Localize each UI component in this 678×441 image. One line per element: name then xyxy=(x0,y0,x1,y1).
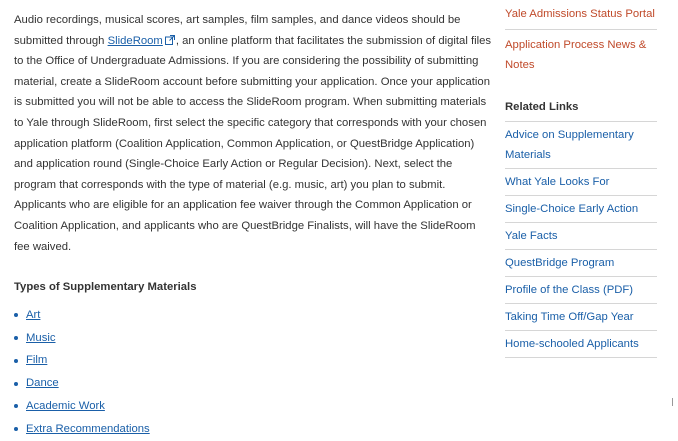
sidebar-item xyxy=(505,122,657,169)
bullet-icon xyxy=(14,382,18,386)
related-link-gap-year[interactable]: Taking Time Off/Gap Year xyxy=(505,311,634,323)
type-link-extra-recommendations[interactable]: Extra Recommendations xyxy=(26,422,150,435)
main-content xyxy=(14,10,492,441)
bullet-icon xyxy=(14,336,18,340)
list-item xyxy=(14,395,492,418)
sidebar-item xyxy=(505,331,657,358)
scrollbar-indicator[interactable] xyxy=(672,398,676,406)
related-link-questbridge[interactable]: QuestBridge Program xyxy=(505,257,615,269)
sidebar-item xyxy=(505,30,657,80)
sidebar-item xyxy=(505,196,657,223)
related-link-scea[interactable]: Single-Choice Early Action xyxy=(505,203,639,215)
bullet-icon xyxy=(14,359,18,363)
list-item xyxy=(14,418,492,441)
types-list xyxy=(14,304,492,441)
list-item xyxy=(14,327,492,350)
related-links-list xyxy=(505,122,657,358)
bullet-icon xyxy=(14,404,18,408)
bullet-icon xyxy=(14,427,18,431)
related-link-home-schooled[interactable]: Home-schooled Applicants xyxy=(505,338,639,350)
sidebar-item xyxy=(505,0,657,30)
news-notes-link[interactable]: Application Process News & Notes xyxy=(505,39,647,71)
list-item xyxy=(14,349,492,372)
type-link-academic-work[interactable]: Academic Work xyxy=(26,399,105,412)
related-links-heading: Related Links xyxy=(505,99,657,122)
type-link-music[interactable]: Music xyxy=(26,331,56,344)
related-link-advice[interactable]: Advice on Supplementary Materials xyxy=(505,129,634,161)
related-link-what-yale-looks-for[interactable]: What Yale Looks For xyxy=(505,176,610,188)
list-item xyxy=(14,304,492,327)
submission-paragraph xyxy=(14,10,492,257)
list-item xyxy=(14,372,492,395)
types-heading: Types of Supplementary Materials xyxy=(14,281,197,294)
sidebar-top-links xyxy=(505,0,657,80)
sidebar-item xyxy=(505,169,657,196)
slideroom-link[interactable]: SlideRoom xyxy=(107,34,163,47)
status-portal-link[interactable]: Yale Admissions Status Portal xyxy=(505,8,655,20)
bullet-icon xyxy=(14,313,18,317)
sidebar-item xyxy=(505,250,657,277)
type-link-film[interactable]: Film xyxy=(26,354,48,367)
related-link-yale-facts[interactable]: Yale Facts xyxy=(505,230,558,242)
type-link-dance[interactable]: Dance xyxy=(26,377,59,390)
related-link-class-profile[interactable]: Profile of the Class (PDF) xyxy=(505,284,634,296)
paragraph-intro: Audio recordings, musical scores, art samples, film samples, and dance videos should be submitted through xyxy=(14,14,461,47)
external-link-icon[interactable] xyxy=(165,35,175,45)
sidebar xyxy=(505,0,657,358)
sidebar-item xyxy=(505,277,657,304)
sidebar-item xyxy=(505,223,657,250)
paragraph-body: , an online platform that facilitates the submission of digital files to the Office of Undergraduate Admissions. If you are considering the possibility of submitting material, create a SlideRoom account before submitting your application. Once your application is submitted you will not be able to access the SlideRoom program. When submitting materials to Yale through SlideRoom, first select the specific category that corresponds with your chosen application platform (Coalition Application, Common Application, or QuestBridge Application) and application round (Single-Choice Early Action or Regular Decision). Next, select the program that corresponds with the type of material (e.g. music, art) you plan to submit. Applicants who are eligible for an application fee waiver through the Common Application or Coalition Application, and applicants who are QuestBridge Finalists, will have the SlideRoom fee waived. xyxy=(14,34,492,253)
type-link-art[interactable]: Art xyxy=(26,308,41,321)
sidebar-item xyxy=(505,304,657,331)
